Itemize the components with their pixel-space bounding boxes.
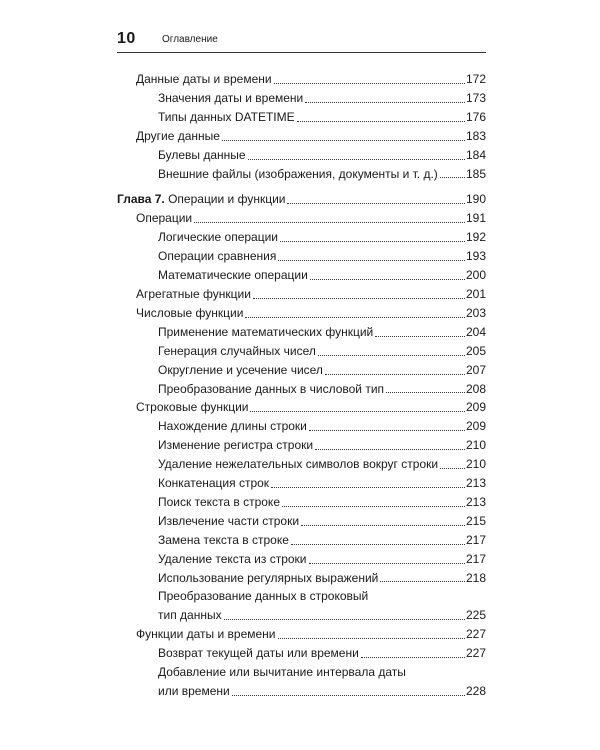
toc-entry-label: Поиск текста в строке bbox=[158, 494, 280, 509]
toc-entry-page: 190 bbox=[465, 192, 486, 207]
toc-entry-page: 213 bbox=[465, 494, 486, 509]
chapter-title: Операции и функции bbox=[164, 192, 286, 207]
toc-entry[interactable] bbox=[117, 209, 486, 228]
toc-entry-page: 184 bbox=[465, 147, 486, 162]
toc-entry-page: 213 bbox=[465, 476, 486, 491]
toc-entry-label: Применение математических функций bbox=[158, 324, 374, 339]
dot-leader bbox=[315, 449, 465, 450]
toc-entry-page: 176 bbox=[465, 109, 486, 124]
toc-entry-page: 218 bbox=[465, 570, 486, 585]
toc-entry[interactable] bbox=[117, 531, 486, 550]
dot-leader bbox=[375, 336, 465, 337]
toc-entry-label: Округление и усечение чисел bbox=[158, 362, 323, 377]
toc-entry-page: 173 bbox=[465, 90, 486, 105]
dot-leader bbox=[232, 695, 465, 696]
dot-leader bbox=[248, 159, 465, 160]
dot-leader bbox=[280, 241, 465, 242]
toc-entry-page: 191 bbox=[465, 211, 486, 226]
toc-entry-page: 172 bbox=[465, 72, 486, 86]
toc-entry-label: Другие данные bbox=[136, 128, 220, 143]
toc-entry-label: Типы данных DATETIME bbox=[158, 109, 295, 124]
toc-entry-label: Добавление или вычитание интервала даты bbox=[158, 665, 406, 680]
toc-entry-label: Значения даты и времени bbox=[158, 90, 304, 105]
toc-entry-page: 225 bbox=[465, 608, 486, 623]
toc-entry[interactable] bbox=[117, 493, 486, 512]
toc-entry[interactable] bbox=[117, 108, 486, 127]
toc-entry-page: 227 bbox=[465, 627, 486, 642]
toc-entry-label: Агрегатные функции bbox=[136, 286, 251, 301]
dot-leader bbox=[386, 392, 465, 393]
dot-leader bbox=[222, 140, 465, 141]
dot-leader bbox=[250, 411, 464, 412]
dot-leader bbox=[309, 563, 465, 564]
toc-entry-page: 210 bbox=[465, 438, 486, 453]
toc-entry-label: Преобразование данных в строковый bbox=[158, 589, 369, 604]
dot-leader bbox=[318, 355, 465, 356]
toc-entry-page: 209 bbox=[465, 400, 486, 415]
toc-entry[interactable] bbox=[117, 165, 486, 184]
dot-leader bbox=[194, 222, 465, 223]
toc-entry-label: Внешние файлы (изображения, документы и т. д.) bbox=[158, 166, 438, 181]
toc-entry[interactable] bbox=[117, 127, 486, 146]
dot-leader bbox=[309, 430, 465, 431]
toc-entry[interactable] bbox=[117, 266, 486, 285]
toc-entry[interactable] bbox=[117, 550, 486, 569]
toc-entry-label-continued: тип данных bbox=[158, 608, 222, 623]
dot-leader bbox=[380, 581, 465, 582]
toc-entry-label-continued: или времени bbox=[158, 684, 230, 698]
dot-leader bbox=[361, 657, 465, 658]
toc-entry[interactable] bbox=[117, 380, 486, 399]
running-title: Оглавление bbox=[162, 34, 218, 45]
dot-leader bbox=[278, 260, 465, 261]
toc-entry-page: 204 bbox=[465, 324, 486, 339]
toc-entry-label: Преобразование данных в числовой тип bbox=[158, 381, 385, 396]
toc-entry-label: Удаление текста из строки bbox=[158, 551, 307, 566]
toc-entry[interactable] bbox=[117, 323, 486, 342]
toc-entry-label: Операции сравнения bbox=[158, 249, 277, 264]
toc-entry[interactable] bbox=[117, 285, 486, 304]
dot-leader bbox=[301, 525, 465, 526]
dot-leader bbox=[245, 317, 465, 318]
toc-entry[interactable] bbox=[117, 663, 486, 701]
toc-entry[interactable] bbox=[117, 398, 486, 417]
dot-leader bbox=[440, 177, 465, 178]
toc-entry-label: Конкатенация строк bbox=[158, 476, 270, 491]
page-header bbox=[117, 28, 486, 53]
dot-leader bbox=[287, 203, 464, 204]
toc-entry-page: 209 bbox=[465, 419, 486, 434]
toc-chapter-entry[interactable] bbox=[117, 190, 486, 209]
toc-entry[interactable] bbox=[117, 304, 486, 323]
toc-entry[interactable] bbox=[117, 70, 486, 89]
toc-entry[interactable] bbox=[117, 512, 486, 531]
toc-entry[interactable] bbox=[117, 455, 486, 474]
toc-entry[interactable] bbox=[117, 247, 486, 266]
table-of-contents bbox=[117, 70, 486, 701]
toc-entry-label: Удаление нежелательных символов вокруг строки bbox=[158, 457, 439, 472]
toc-entry-label: Логические операции bbox=[158, 230, 278, 245]
toc-entry-label: Операции bbox=[136, 211, 193, 226]
toc-entry[interactable] bbox=[117, 569, 486, 588]
toc-entry[interactable] bbox=[117, 587, 486, 625]
toc-entry-label: Булевы данные bbox=[158, 147, 246, 162]
dot-leader bbox=[310, 279, 465, 280]
toc-entry-page: 205 bbox=[465, 343, 486, 358]
toc-entry-page: 217 bbox=[465, 532, 486, 547]
toc-entry-page: 208 bbox=[465, 381, 486, 396]
toc-entry-label: Генерация случайных чисел bbox=[158, 343, 316, 358]
toc-entry[interactable] bbox=[117, 625, 486, 644]
toc-entry-page: 227 bbox=[465, 646, 486, 661]
toc-entry-page: 217 bbox=[465, 551, 486, 566]
toc-entry[interactable] bbox=[117, 228, 486, 247]
toc-entry[interactable] bbox=[117, 146, 486, 165]
toc-entry[interactable] bbox=[117, 361, 486, 380]
toc-entry-label bbox=[117, 190, 285, 209]
dot-leader bbox=[274, 83, 465, 84]
toc-entry-label: Изменение регистра строки bbox=[158, 438, 314, 453]
toc-entry-label: Числовые функции bbox=[136, 305, 244, 320]
toc-entry-page: 201 bbox=[465, 286, 486, 301]
toc-entry-label: Использование регулярных выражений bbox=[158, 570, 379, 585]
toc-entry-label: Извлечение части строки bbox=[158, 513, 300, 528]
toc-entry[interactable] bbox=[117, 89, 486, 108]
toc-entry-page: 207 bbox=[465, 362, 486, 377]
toc-entry-label: Функции даты и времени bbox=[136, 627, 276, 642]
toc-entry-label: Возврат текущей даты или времени bbox=[158, 646, 359, 661]
toc-entry-page: 203 bbox=[465, 305, 486, 320]
dot-leader bbox=[297, 121, 465, 122]
toc-entry[interactable] bbox=[117, 436, 486, 455]
toc-entry-label: Нахождение длины строки bbox=[158, 419, 307, 434]
dot-leader bbox=[224, 619, 465, 620]
toc-entry-page: 193 bbox=[465, 249, 486, 264]
toc-entry-page: 228 bbox=[465, 684, 486, 698]
dot-leader bbox=[305, 102, 465, 103]
toc-entry-page: 192 bbox=[465, 230, 486, 245]
toc-entry-page: 210 bbox=[465, 457, 486, 472]
dot-leader bbox=[271, 487, 465, 488]
toc-entry[interactable] bbox=[117, 417, 486, 436]
toc-entry[interactable] bbox=[117, 644, 486, 663]
toc-entry-label: Математические операции bbox=[158, 268, 308, 283]
dot-leader bbox=[440, 468, 465, 469]
dot-leader bbox=[253, 298, 465, 299]
toc-entry-page: 215 bbox=[465, 513, 486, 528]
chapter-number: Глава 7. bbox=[117, 192, 165, 207]
toc-entry-page: 183 bbox=[465, 128, 486, 143]
toc-entry-label: Данные даты и времени bbox=[136, 72, 272, 86]
toc-entry-page: 185 bbox=[465, 166, 486, 181]
dot-leader bbox=[282, 506, 465, 507]
dot-leader bbox=[278, 638, 465, 639]
toc-entry-label: Замена текста в строке bbox=[158, 532, 289, 547]
toc-entry[interactable] bbox=[117, 342, 486, 361]
toc-entry-label: Строковые функции bbox=[136, 400, 249, 415]
dot-leader bbox=[325, 374, 465, 375]
page-number: 10 bbox=[117, 30, 136, 47]
dot-leader bbox=[291, 544, 465, 545]
toc-entry[interactable] bbox=[117, 474, 486, 493]
toc-entry-page: 200 bbox=[465, 268, 486, 283]
